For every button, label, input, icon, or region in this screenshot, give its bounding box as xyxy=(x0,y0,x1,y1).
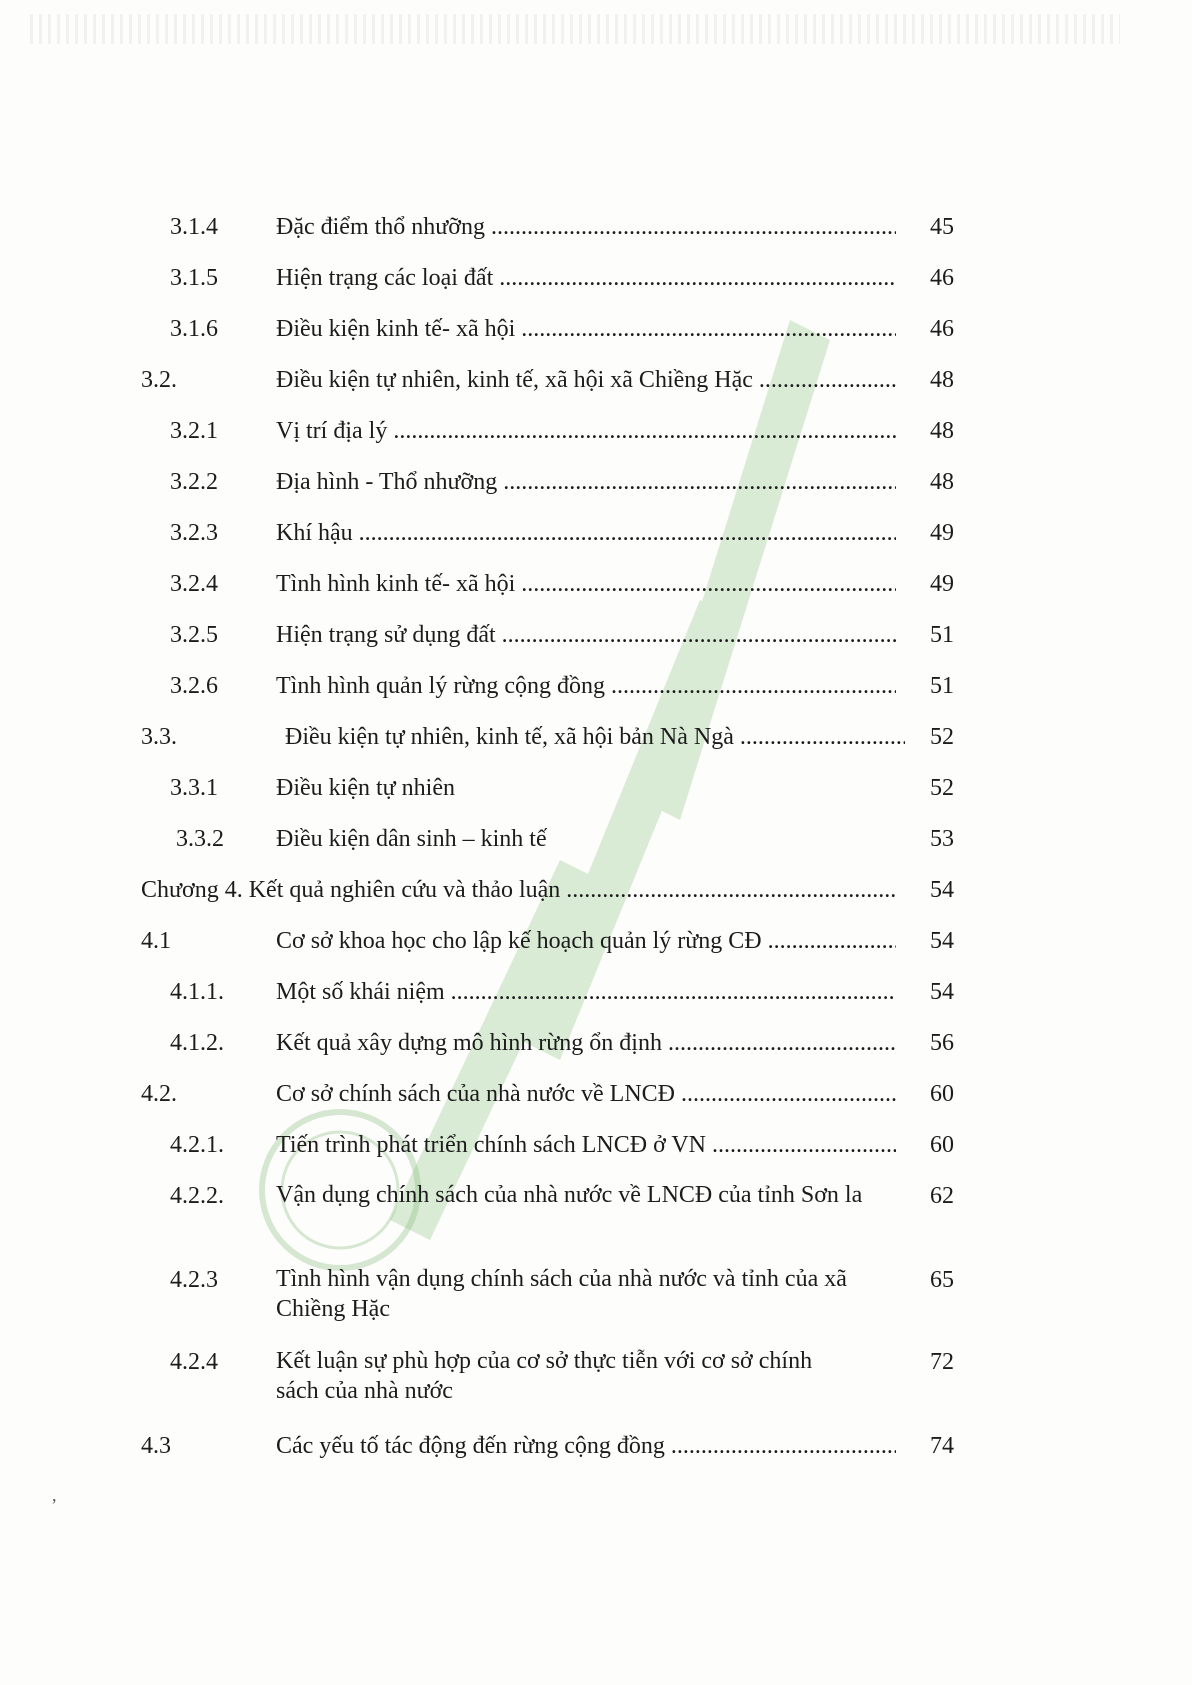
toc-entry-page: 51 xyxy=(930,673,954,699)
toc-entry-number: 4.2.4 xyxy=(170,1349,218,1375)
toc-entry-title: Hiện trạng các loại đất ..... xyxy=(276,262,896,294)
toc-entry-title: Tình hình kinh tế- xã hội ..... xyxy=(276,568,896,600)
toc-entry-title: Cơ sở khoa học cho lập kế hoạch quản lý rừng CĐ ..... xyxy=(276,925,896,957)
toc-entry-number: 3.1.4 xyxy=(170,214,218,240)
toc-entry-page: 56 xyxy=(930,1030,954,1056)
toc-entry-number: 3.2.1 xyxy=(170,418,218,444)
toc-entry-page: 54 xyxy=(930,979,954,1005)
toc-entry-page: 45 xyxy=(930,214,954,240)
toc-entry-page: 53 xyxy=(930,826,954,852)
toc-entry-page: 46 xyxy=(930,316,954,342)
toc-entry-page: 54 xyxy=(930,928,954,954)
toc-entry-page: 49 xyxy=(930,520,954,546)
toc-chapter-title: Chương 4. Kết quả nghiên cứu và thảo luận ..... xyxy=(141,874,896,906)
toc-entry-title: Tiến trình phát triển chính sách LNCĐ ở VN ..... xyxy=(276,1129,896,1161)
toc-entry-page: 65 xyxy=(930,1267,954,1293)
toc-entry-title: Vận dụng chính sách của nhà nước về LNCĐ của tỉnh Sơn la xyxy=(276,1182,863,1208)
toc-entry-title: Điều kiện kinh tế- xã hội ..... xyxy=(276,313,896,345)
toc-entry-number: 3.1.6 xyxy=(170,316,218,342)
toc-entry-number: 3.2.5 xyxy=(170,622,218,648)
toc-entry-title: Kết luận sự phù hợp của cơ sở thực tiễn với cơ sở chính sách của nhà nước xyxy=(276,1348,813,1404)
toc-entry-page: 52 xyxy=(930,724,954,750)
toc-entry-number: 3.2.3 xyxy=(170,520,218,546)
toc-entry-page: 62 xyxy=(930,1183,954,1209)
toc-entry-title: Điều kiện tự nhiên, kinh tế, xã hội xã Chiềng Hặc ..... xyxy=(276,364,896,396)
toc-entry-number: 3.3.1 xyxy=(170,775,218,801)
toc-entry-number: 4.1 xyxy=(141,928,171,954)
toc-entry-number: 4.1.1. xyxy=(170,979,224,1005)
toc-entry-page: 74 xyxy=(930,1433,954,1459)
toc-entry-title: Vị trí địa lý ..... xyxy=(276,415,896,447)
toc-entry-page: 60 xyxy=(930,1081,954,1107)
toc-entry-number: 4.2.1. xyxy=(170,1132,224,1158)
toc-entry-title: Địa hình - Thổ nhưỡng ..... xyxy=(276,466,896,498)
toc-entry-page: 46 xyxy=(930,265,954,291)
toc-entry-number: 4.2.3 xyxy=(170,1267,218,1293)
toc-entry-title: Kết quả xây dựng mô hình rừng ổn định ..... xyxy=(276,1027,896,1059)
toc-entry-page: 48 xyxy=(930,418,954,444)
toc-entry-page: 72 xyxy=(930,1349,954,1375)
toc-entry-title: Khí hậu ..... xyxy=(276,517,896,549)
toc-entry-title: Một số khái niệm ..... xyxy=(276,976,896,1008)
toc-entry-page: 48 xyxy=(930,367,954,393)
toc-entry-page: 51 xyxy=(930,622,954,648)
toc-entry-number: 3.2.4 xyxy=(170,571,218,597)
toc-entry-page: 60 xyxy=(930,1132,954,1158)
toc-entry-page: 54 xyxy=(930,877,954,903)
toc-entry-page: 52 xyxy=(930,775,954,801)
toc-entry-number: 4.3 xyxy=(141,1433,171,1459)
toc-entry-number: 3.2.6 xyxy=(170,673,218,699)
toc-entry-number: 3.2. xyxy=(141,367,177,393)
toc-entry-title: Điều kiện tự nhiên, kinh tế, xã hội bản Nà Ngà ..... xyxy=(285,721,905,753)
toc-entry-number: 4.2. xyxy=(141,1081,177,1107)
toc-entry-number: 4.1.2. xyxy=(170,1030,224,1056)
toc-entry-number: 3.2.2 xyxy=(170,469,218,495)
margin-mark: , xyxy=(52,1485,57,1505)
toc-entry-page: 48 xyxy=(930,469,954,495)
toc-entry-title: Tình hình vận dụng chính sách của nhà nước và tỉnh của xã Chiềng Hặc xyxy=(276,1266,847,1322)
toc-entry-number: 3.1.5 xyxy=(170,265,218,291)
toc-entry-title: Cơ sở chính sách của nhà nước về LNCĐ ..... xyxy=(276,1078,896,1110)
toc-entry-title: Tình hình quản lý rừng cộng đồng ..... xyxy=(276,670,896,702)
toc-entry-page: 49 xyxy=(930,571,954,597)
toc-entry-number: 4.2.2. xyxy=(170,1183,224,1209)
toc-entry-number: 3.3. xyxy=(141,724,177,750)
toc-entry-number: 3.3.2 xyxy=(176,826,224,852)
toc-entry-title: Đặc điểm thổ nhưỡng ..... xyxy=(276,211,896,243)
toc-entry-title: Điều kiện dân sinh – kinh tế xyxy=(276,826,547,852)
toc-entry-title: Điều kiện tự nhiên xyxy=(276,775,455,801)
toc-entry-title: Hiện trạng sử dụng đất ..... xyxy=(276,619,896,651)
toc-entry-title: Các yếu tố tác động đến rừng cộng đồng ..... xyxy=(276,1430,896,1462)
